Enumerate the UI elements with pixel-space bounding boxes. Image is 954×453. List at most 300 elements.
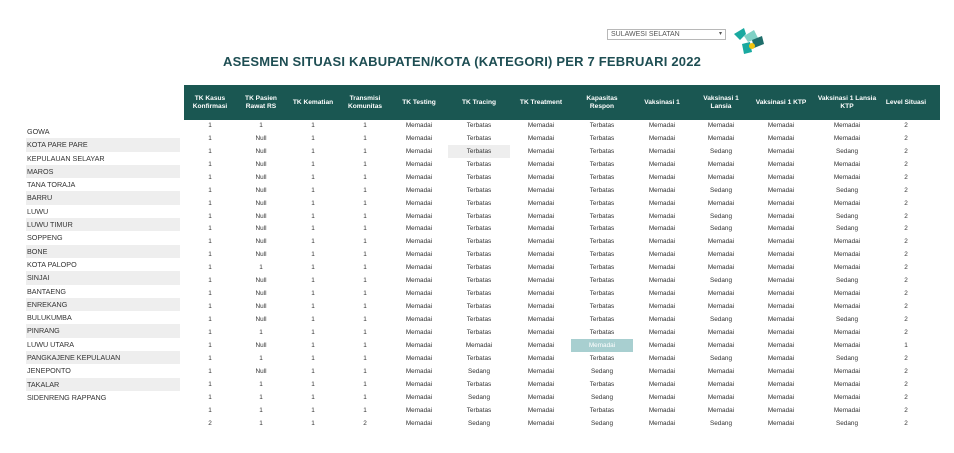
table-cell: Memadai xyxy=(527,354,555,362)
table-cell: 1 xyxy=(363,290,367,298)
table-cell: 2 xyxy=(904,419,908,427)
table-cell: 1 xyxy=(259,354,263,362)
table-cell: Memadai xyxy=(767,121,795,129)
table-cell: Terbatas xyxy=(466,199,492,207)
table-cell: Sedang xyxy=(467,393,491,401)
table-cell: 2 xyxy=(904,199,908,207)
table-cell: 1 xyxy=(311,173,315,181)
table-cell: Memadai xyxy=(767,160,795,168)
table-row xyxy=(184,235,940,248)
chevron-down-icon: ▾ xyxy=(718,31,722,37)
table-cell: 1 xyxy=(208,225,212,233)
column-header-label: KTP xyxy=(840,102,854,110)
table-cell: 1 xyxy=(259,121,263,129)
region-list-item[interactable]: PANGKAJENE KEPULAUAN xyxy=(26,351,180,364)
table-cell: Memadai xyxy=(527,134,555,142)
table-cell: Memadai xyxy=(648,173,676,181)
region-list-item[interactable]: ENREKANG xyxy=(26,298,180,311)
table-cell: Memadai xyxy=(527,238,555,246)
column-header[interactable] xyxy=(633,85,691,120)
region-list-item[interactable]: KOTA PALOPO xyxy=(27,259,77,269)
table-cell: 1 xyxy=(311,134,315,142)
table-row xyxy=(184,287,940,300)
table-cell: Memadai xyxy=(767,419,795,427)
table-cell: 1 xyxy=(208,406,212,414)
column-header[interactable] xyxy=(447,85,511,120)
table-cell: Memadai xyxy=(648,328,676,336)
column-header[interactable] xyxy=(186,85,234,120)
region-list-item[interactable]: GOWA xyxy=(27,127,50,136)
table-cell: 1 xyxy=(311,212,315,220)
table-cell: Memadai xyxy=(767,173,795,181)
table-cell: Null xyxy=(255,186,267,194)
table-cell: 1 xyxy=(363,121,367,129)
table-cell: 1 xyxy=(259,380,263,388)
table-cell: 1 xyxy=(363,173,367,181)
table-cell: Memadai xyxy=(833,328,861,336)
table-cell: Memadai xyxy=(527,328,555,336)
table-cell: Memadai xyxy=(833,251,861,259)
table-cell: Memadai xyxy=(648,264,676,272)
table-cell: 1 xyxy=(311,199,315,207)
column-header-label: TK Testing xyxy=(402,98,436,106)
table-cell: 1 xyxy=(208,199,212,207)
table-cell: Memadai xyxy=(707,238,735,246)
table-cell: 1 xyxy=(311,225,315,233)
table-cell: Terbatas xyxy=(466,160,492,168)
table-cell: 2 xyxy=(904,147,908,155)
column-header[interactable] xyxy=(692,85,750,120)
column-header[interactable] xyxy=(340,85,390,120)
table-cell: Terbatas xyxy=(466,251,492,259)
table-cell: Memadai xyxy=(405,238,433,246)
table-cell: Terbatas xyxy=(589,134,615,142)
table-cell: Memadai xyxy=(527,251,555,259)
table-cell: Memadai xyxy=(648,290,676,298)
table-cell: Memadai xyxy=(527,264,555,272)
table-cell: Sedang xyxy=(467,367,491,375)
region-list-item[interactable]: PINRANG xyxy=(26,324,180,337)
table-row xyxy=(184,417,940,430)
column-header[interactable] xyxy=(511,85,571,120)
table-cell: Terbatas xyxy=(466,316,492,324)
table-cell: 1 xyxy=(311,186,315,194)
table-row xyxy=(184,313,940,326)
table-cell: Memadai xyxy=(648,160,676,168)
region-list-item[interactable]: KOTA PARE PARE xyxy=(26,138,180,151)
table-cell: Memadai xyxy=(648,212,676,220)
table-cell: Sedang xyxy=(709,419,733,427)
table-cell: 1 xyxy=(363,367,367,375)
table-cell: Memadai xyxy=(707,264,735,272)
table-cell: Memadai xyxy=(833,290,861,298)
table-cell: Memadai xyxy=(648,303,676,311)
table-cell: 1 xyxy=(363,264,367,272)
table-cell: 1 xyxy=(311,380,315,388)
region-dropdown-value: SULAWESI SELATAN xyxy=(611,31,680,38)
table-cell: Terbatas xyxy=(466,328,492,336)
table-cell: 1 xyxy=(208,212,212,220)
table-cell: Memadai xyxy=(833,238,861,246)
table-cell: 2 xyxy=(904,251,908,259)
table-cell: Memadai xyxy=(767,380,795,388)
table-cell: Memadai xyxy=(405,199,433,207)
column-header-label: TK Kematian xyxy=(292,98,334,106)
table-cell: Memadai xyxy=(405,173,433,181)
table-row xyxy=(184,274,940,287)
table-cell: Terbatas xyxy=(466,121,492,129)
table-cell: Memadai xyxy=(648,121,676,129)
table-cell: 2 xyxy=(904,238,908,246)
table-cell: 1 xyxy=(311,328,315,336)
table-cell: 1 xyxy=(363,316,367,324)
table-cell: Terbatas xyxy=(466,290,492,298)
table-cell: Terbatas xyxy=(466,238,492,246)
column-header-label: TK Treatment xyxy=(519,98,563,106)
table-cell: Memadai xyxy=(833,134,861,142)
table-cell: Memadai xyxy=(833,173,861,181)
table-cell: 1 xyxy=(259,264,263,272)
table-cell: Memadai xyxy=(527,225,555,233)
table-cell: 1 xyxy=(208,328,212,336)
table-cell: 2 xyxy=(904,264,908,272)
table-cell: Null xyxy=(255,225,267,233)
table-cell: Terbatas xyxy=(589,199,615,207)
table-cell: Memadai xyxy=(405,380,433,388)
table-cell: Memadai xyxy=(405,419,433,427)
table-cell: Memadai xyxy=(833,303,861,311)
table-cell: 1 xyxy=(208,173,212,181)
table-cell: Memadai xyxy=(405,160,433,168)
column-header[interactable] xyxy=(390,85,448,120)
table-cell: 1 xyxy=(363,225,367,233)
table-cell: 1 xyxy=(311,393,315,401)
table-cell: Sedang xyxy=(709,212,733,220)
column-header-label: Rawat RS xyxy=(245,102,277,110)
table-cell: Memadai xyxy=(527,173,555,181)
table-cell: Memadai xyxy=(833,160,861,168)
table-cell: Memadai xyxy=(767,303,795,311)
table-cell: Sedang xyxy=(709,147,733,155)
table-cell: Terbatas xyxy=(466,277,492,285)
table-cell: Sedang xyxy=(709,277,733,285)
table-cell: Memadai xyxy=(767,238,795,246)
table-cell: Memadai xyxy=(707,367,735,375)
table-cell: Memadai xyxy=(833,393,861,401)
table-cell: 1 xyxy=(363,212,367,220)
table-cell: Terbatas xyxy=(466,406,492,414)
column-header-label: Kapasitas xyxy=(586,94,618,102)
table-cell: Terbatas xyxy=(466,380,492,388)
table-cell: Memadai xyxy=(833,264,861,272)
table-cell: 1 xyxy=(208,316,212,324)
table-cell: 1 xyxy=(904,341,908,349)
table-cell: Memadai xyxy=(527,199,555,207)
table-cell: Terbatas xyxy=(466,354,492,362)
table-cell: Memadai xyxy=(767,328,795,336)
table-cell: 2 xyxy=(904,316,908,324)
table-cell: Memadai xyxy=(707,380,735,388)
table-cell: Memadai xyxy=(648,367,676,375)
table-cell: Memadai xyxy=(648,186,676,194)
table-cell: Memadai xyxy=(405,147,433,155)
region-list-item[interactable]: JENEPONTO xyxy=(27,366,71,376)
table-cell: 1 xyxy=(363,147,367,155)
table-row xyxy=(184,339,940,352)
table-cell: Null xyxy=(255,251,267,259)
table-cell: Memadai xyxy=(833,199,861,207)
column-header[interactable] xyxy=(879,85,933,120)
table-cell: 1 xyxy=(311,277,315,285)
region-list-item[interactable]: LUWU UTARA xyxy=(27,339,74,349)
table-row xyxy=(184,223,940,236)
table-cell: 1 xyxy=(208,264,212,272)
table-row xyxy=(184,352,940,365)
table-cell: Sedang xyxy=(835,277,859,285)
table-cell: Memadai xyxy=(405,406,433,414)
table-cell: Terbatas xyxy=(466,303,492,311)
table-cell: Memadai xyxy=(767,225,795,233)
table-cell: Null xyxy=(255,316,267,324)
table-cell: Sedang xyxy=(835,186,859,194)
table-cell: 2 xyxy=(904,393,908,401)
table-cell: Null xyxy=(255,290,267,298)
table-row xyxy=(184,210,940,223)
table-cell: 1 xyxy=(311,251,315,259)
table-cell: Sedang xyxy=(835,316,859,324)
table-cell: 1 xyxy=(208,367,212,375)
table-cell: Memadai xyxy=(833,121,861,129)
table-cell: Memadai xyxy=(527,212,555,220)
table-cell: Memadai xyxy=(405,341,433,349)
table-cell: Memadai xyxy=(405,225,433,233)
table-cell: Memadai xyxy=(527,121,555,129)
table-cell: Memadai xyxy=(648,277,676,285)
column-header-label: Transmisi xyxy=(349,94,381,102)
region-dropdown[interactable] xyxy=(607,29,726,40)
table-cell: Sedang xyxy=(709,316,733,324)
table-cell: 1 xyxy=(208,380,212,388)
table-row xyxy=(184,197,940,210)
region-list-item[interactable]: BANTAENG xyxy=(27,286,67,296)
table-cell: 1 xyxy=(208,354,212,362)
table-cell: Memadai xyxy=(767,290,795,298)
table-cell: Terbatas xyxy=(466,212,492,220)
table-cell: Terbatas xyxy=(466,225,492,233)
table-cell: 1 xyxy=(208,290,212,298)
table-cell: Memadai xyxy=(648,393,676,401)
table-cell: 1 xyxy=(363,186,367,194)
table-cell: Terbatas xyxy=(589,264,615,272)
table-cell: 2 xyxy=(904,134,908,142)
column-header-label: Level Situasi xyxy=(885,98,927,106)
table-cell: Memadai xyxy=(648,199,676,207)
table-cell: 1 xyxy=(363,199,367,207)
table-cell: 1 xyxy=(259,328,263,336)
region-list-item[interactable]: BULUKUMBA xyxy=(27,313,72,323)
column-header-label: Lansia xyxy=(710,102,732,110)
table-cell: 1 xyxy=(363,303,367,311)
table-cell: Memadai xyxy=(648,134,676,142)
region-list-item[interactable]: KEPULAUAN SELAYAR xyxy=(27,153,105,163)
table-cell: Memadai xyxy=(707,393,735,401)
column-header[interactable] xyxy=(571,85,633,120)
table-cell: 2 xyxy=(904,186,908,194)
table-cell: Terbatas xyxy=(589,147,615,155)
table-cell: Memadai xyxy=(527,303,555,311)
table-cell: Terbatas xyxy=(589,380,615,388)
region-list-item[interactable]: TANA TORAJA xyxy=(27,180,76,190)
table-cell: Memadai xyxy=(648,419,676,427)
table-cell: 1 xyxy=(208,160,212,168)
table-cell: Null xyxy=(255,238,267,246)
kemenkes-logo-icon xyxy=(732,26,766,56)
column-header-label: Vaksinasi 1 Lansia xyxy=(817,94,877,102)
table-cell: Null xyxy=(255,212,267,220)
table-cell: Memadai xyxy=(707,303,735,311)
table-cell: Terbatas xyxy=(466,173,492,181)
table-cell: Memadai xyxy=(707,160,735,168)
table-cell: 1 xyxy=(363,354,367,362)
table-cell: 1 xyxy=(363,380,367,388)
table-cell: 1 xyxy=(208,393,212,401)
table-cell: 1 xyxy=(363,251,367,259)
column-header[interactable] xyxy=(750,85,812,120)
table-cell: Terbatas xyxy=(589,225,615,233)
region-list-item[interactable]: BARRU xyxy=(26,191,180,204)
region-list-item[interactable]: SOPPENG xyxy=(27,233,63,243)
table-cell: Sedang xyxy=(835,147,859,155)
table-cell: Memadai xyxy=(648,354,676,362)
table-row xyxy=(184,365,940,378)
table-cell: Null xyxy=(255,173,267,181)
table-cell: Sedang xyxy=(835,225,859,233)
column-header[interactable] xyxy=(813,85,881,120)
table-cell: 2 xyxy=(904,121,908,129)
table-row xyxy=(184,326,940,339)
table-cell: 1 xyxy=(208,121,212,129)
table-cell: Memadai xyxy=(767,186,795,194)
table-cell: Memadai xyxy=(767,341,795,349)
column-header-label: TK Tracing xyxy=(461,98,497,106)
table-cell: 1 xyxy=(363,328,367,336)
column-header-label: Konfirmasi xyxy=(192,102,228,110)
column-header-label: Komunitas xyxy=(347,102,383,110)
table-cell: 2 xyxy=(904,277,908,285)
table-cell: Terbatas xyxy=(589,121,615,129)
region-list-item[interactable]: SIDENRENG RAPPANG xyxy=(27,392,107,402)
table-cell: Memadai xyxy=(707,251,735,259)
region-list-item[interactable]: SINJAI xyxy=(26,271,180,284)
table-cell: Memadai xyxy=(707,341,735,349)
table-cell: Memadai xyxy=(648,316,676,324)
table-cell: Null xyxy=(255,147,267,155)
table-cell: Memadai xyxy=(707,290,735,298)
table-cell: Memadai xyxy=(405,264,433,272)
region-list-item[interactable]: TAKALAR xyxy=(26,378,180,391)
table-row xyxy=(184,158,940,171)
table-cell: 1 xyxy=(311,303,315,311)
table-cell: 1 xyxy=(259,419,263,427)
table-cell: Memadai xyxy=(527,367,555,375)
table-cell: Memadai xyxy=(767,134,795,142)
region-list-item[interactable]: MAROS xyxy=(26,165,180,178)
table-cell: 2 xyxy=(904,380,908,388)
table-cell: Memadai xyxy=(648,238,676,246)
table-cell: Memadai xyxy=(767,393,795,401)
table-cell: Memadai xyxy=(527,393,555,401)
table-cell: Sedang xyxy=(590,393,614,401)
column-header[interactable] xyxy=(237,85,285,120)
table-cell: Terbatas xyxy=(589,277,615,285)
table-cell: Terbatas xyxy=(466,264,492,272)
column-header-label: Vaksinasi 1 KTP xyxy=(755,98,807,106)
table-cell: 2 xyxy=(904,303,908,311)
table-cell: 1 xyxy=(311,121,315,129)
table-cell: Sedang xyxy=(835,354,859,362)
table-cell: 2 xyxy=(904,406,908,414)
table-cell: 1 xyxy=(363,341,367,349)
table-cell: Memadai xyxy=(767,406,795,414)
table-cell: 2 xyxy=(904,290,908,298)
table-cell: 1 xyxy=(363,406,367,414)
table-cell: Memadai xyxy=(527,277,555,285)
table-cell: 1 xyxy=(311,290,315,298)
table-cell: Sedang xyxy=(590,419,614,427)
table-cell: 1 xyxy=(259,393,263,401)
table-header xyxy=(184,85,940,120)
table-cell: Null xyxy=(255,199,267,207)
table-cell: 1 xyxy=(208,134,212,142)
table-row xyxy=(184,132,940,145)
table-cell: Memadai xyxy=(707,406,735,414)
table-cell: 2 xyxy=(904,173,908,181)
table-cell: Memadai xyxy=(767,264,795,272)
table-cell: 1 xyxy=(311,406,315,414)
table-cell: 2 xyxy=(904,212,908,220)
table-row xyxy=(184,248,940,261)
table-cell: Memadai xyxy=(648,251,676,259)
table-cell: Terbatas xyxy=(589,290,615,298)
region-list-item[interactable]: BONE xyxy=(26,245,180,258)
table-cell: Memadai xyxy=(833,406,861,414)
table-cell: Memadai xyxy=(648,406,676,414)
table-cell: Memadai xyxy=(707,328,735,336)
table-cell: Memadai xyxy=(527,341,555,349)
column-header[interactable] xyxy=(288,85,338,120)
table-cell: Memadai xyxy=(527,316,555,324)
table-cell: Terbatas xyxy=(589,186,615,194)
table-cell: 1 xyxy=(311,147,315,155)
region-list-item[interactable]: LUWU xyxy=(27,206,49,216)
table-cell: 2 xyxy=(904,160,908,168)
table-cell: Memadai xyxy=(648,225,676,233)
table-cell: Terbatas xyxy=(589,354,615,362)
table-cell: Memadai xyxy=(527,406,555,414)
table-cell: Terbatas xyxy=(448,145,510,158)
table-cell: Memadai xyxy=(767,147,795,155)
region-list-item[interactable]: LUWU TIMUR xyxy=(26,218,180,231)
table-cell: Memadai xyxy=(648,341,676,349)
table-cell: 1 xyxy=(208,186,212,194)
table-cell: Terbatas xyxy=(589,328,615,336)
table-cell: Memadai xyxy=(767,277,795,285)
table-cell: Terbatas xyxy=(589,212,615,220)
table-cell: Memadai xyxy=(405,212,433,220)
table-cell: Sedang xyxy=(709,225,733,233)
table-cell: Null xyxy=(255,160,267,168)
table-row xyxy=(184,391,940,404)
